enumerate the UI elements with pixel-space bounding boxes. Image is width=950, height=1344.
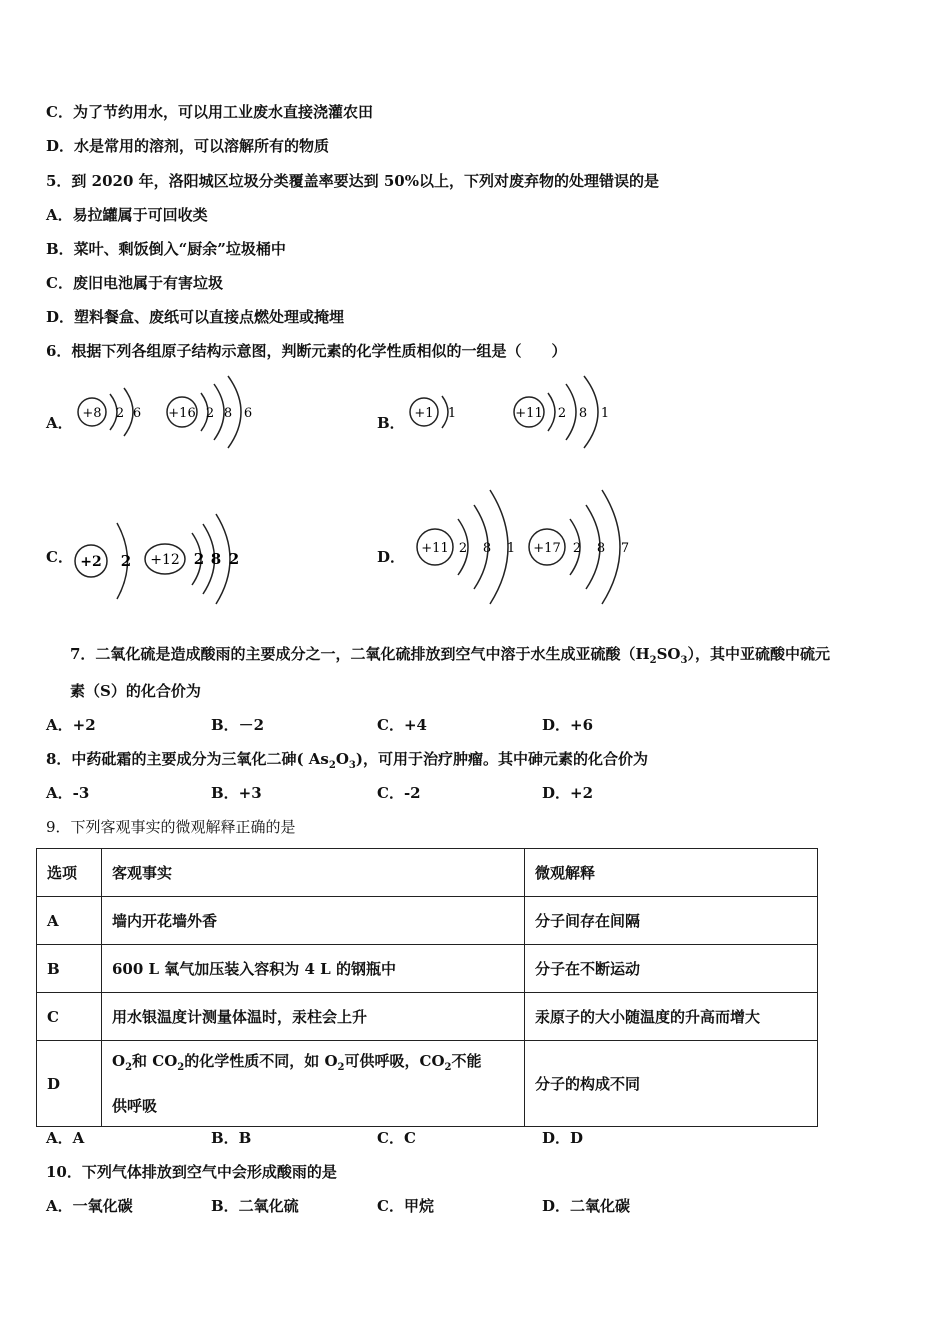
q9-stem: 9．下列客观事实的微观解释正确的是: [46, 818, 296, 836]
table-row: [37, 945, 818, 993]
atom-a2: [167, 376, 252, 448]
table-header-row: [37, 849, 818, 897]
q4-option-c: C．为了节约用水，可以用工业废水直接浇灌农田: [46, 103, 373, 121]
row-fact: 600 L 氧气加压装入容积为 4 L 的钢瓶中: [102, 945, 525, 993]
q4-option-d: D．水是常用的溶剂，可以溶解所有的物质: [46, 137, 330, 155]
q7-option-b: B．－2: [211, 716, 265, 734]
atom-a1: [78, 388, 141, 436]
q5-stem: 5．到 2020 年，洛阳城区垃圾分类覆盖率要达到 50%以上，下列对废弃物的处理错误的是: [46, 172, 659, 190]
table-row: [37, 1041, 818, 1127]
q6-label-c: C．: [46, 548, 73, 566]
atom-a1-nucleus: +8: [82, 406, 102, 421]
q8-option-b: B．+3: [211, 784, 262, 802]
atom-c1: [75, 523, 131, 599]
atom-c2-shell-1: 2: [193, 550, 205, 568]
atom-diagrams: [0, 0, 950, 640]
atom-d2-shell-1: 2: [572, 541, 582, 556]
atom-b2-shell-1: 2: [557, 406, 567, 421]
row-explanation: 汞原子的大小随温度的升高而增大: [525, 993, 818, 1041]
atom-b1: [410, 396, 456, 428]
table-row: [37, 993, 818, 1041]
q5-option-a: A．易拉罐属于可回收类: [46, 206, 208, 224]
row-fact: $O_2$和 $CO_2$的化学性质不同，如 $O_2$可供呼吸，$CO_2$不能 供呼吸: [102, 1041, 525, 1127]
atom-b1-nucleus: +1: [414, 406, 434, 421]
q6-label-b: B．: [377, 414, 405, 432]
atom-d2: [529, 490, 629, 604]
atom-b2: [514, 376, 609, 448]
q10-option-c: C．甲烷: [377, 1197, 434, 1215]
atom-a2-nucleus: +16: [168, 406, 196, 421]
q7-option-d: D．+6: [542, 716, 594, 734]
q10-stem: 10．下列气体排放到空气中会形成酸雨的是: [46, 1163, 337, 1181]
atom-a1-shell-2: 6: [132, 406, 142, 421]
q8-option-d: D．+2: [542, 784, 594, 802]
q8-option-a: A．-3: [46, 784, 90, 802]
q7-option-a: A．+2: [46, 716, 96, 734]
atom-b2-shell-2: 8: [578, 406, 588, 421]
atom-d2-shell-3: 7: [620, 541, 630, 556]
atom-b2-nucleus: +11: [515, 406, 543, 421]
q5-option-b: B．菜叶、剩饭倒入“厨余”垃圾桶中: [46, 240, 286, 258]
atom-d1-shell-2: 8: [482, 541, 492, 556]
q8-stem: 8．中药砒霜的主要成分为三氧化二砷( $As_2O_3$)，可用于治疗肿瘤。其中砷元素的化合价为: [46, 750, 648, 771]
atom-d2-nucleus: +17: [533, 541, 561, 556]
q5-option-c: C．废旧电池属于有害垃圾: [46, 274, 223, 292]
atom-d1-nucleus: +11: [421, 541, 449, 556]
atom-c1-shell-1: 2: [120, 552, 132, 570]
row-explanation: 分子间存在间隔: [525, 897, 818, 945]
atom-c2: [145, 514, 239, 604]
atom-a2-shell-3: 6: [243, 406, 253, 421]
q5-option-d: D．塑料餐盒、废纸可以直接点燃处理或掩埋: [46, 308, 345, 326]
q10-option-d: D．二氧化碳: [542, 1197, 631, 1215]
atom-a2-shell-1: 2: [205, 406, 215, 421]
row-explanation: 分子的构成不同: [525, 1041, 818, 1127]
q9-table: [36, 848, 818, 1127]
atom-c2-shell-3: 2: [228, 550, 240, 568]
q10-option-b: B．二氧化硫: [211, 1197, 299, 1215]
atom-b1-shell-1: 1: [447, 406, 457, 421]
atom-d2-shell-2: 8: [596, 541, 606, 556]
header-option: 选项: [37, 849, 102, 897]
q7-option-c: C．+4: [377, 716, 427, 734]
q9-option-b: B．B: [211, 1129, 252, 1147]
row-option: C: [37, 993, 102, 1041]
q6-label-a: A．: [46, 414, 73, 432]
q6-stem: 6．根据下列各组原子结构示意图，判断元素的化学性质相似的一组是（ ）: [46, 342, 567, 360]
atom-d1: [417, 490, 515, 604]
atom-c1-nucleus: +2: [80, 554, 102, 570]
row-fact: 墙内开花墙外香: [102, 897, 525, 945]
header-explanation: 微观解释: [525, 849, 818, 897]
atom-a1-shell-1: 2: [115, 406, 125, 421]
row-option: A: [37, 897, 102, 945]
row-fact: 用水银温度计测量体温时，汞柱会上升: [102, 993, 525, 1041]
atom-c2-nucleus: +12: [150, 552, 180, 568]
header-fact: 客观事实: [102, 849, 525, 897]
row-option: D: [37, 1041, 102, 1127]
q10-option-a: A．一氧化碳: [46, 1197, 133, 1215]
row-option: B: [37, 945, 102, 993]
q7-stem-line1: 7．二氧化硫是造成酸雨的主要成分之一，二氧化硫排放到空气中溶于水生成亚硫酸$(H_2SO_3)$，其中亚硫酸中硫元: [70, 645, 830, 666]
atom-b2-shell-3: 1: [600, 406, 610, 421]
row-explanation: 分子在不断运动: [525, 945, 818, 993]
atom-d1-shell-3: 1: [506, 541, 516, 556]
q9-option-d: D．D: [542, 1129, 584, 1147]
q8-option-c: C．-2: [377, 784, 421, 802]
atom-c2-shell-2: 8: [210, 550, 222, 568]
q7-stem-line2: 素（S）的化合价为: [70, 682, 201, 700]
atom-a2-shell-2: 8: [223, 406, 233, 421]
atom-d1-shell-1: 2: [458, 541, 468, 556]
q9-option-a: A．A: [46, 1129, 85, 1147]
table-row: [37, 897, 818, 945]
q6-label-d: D．: [377, 548, 406, 566]
q9-option-c: C．C: [377, 1129, 416, 1147]
